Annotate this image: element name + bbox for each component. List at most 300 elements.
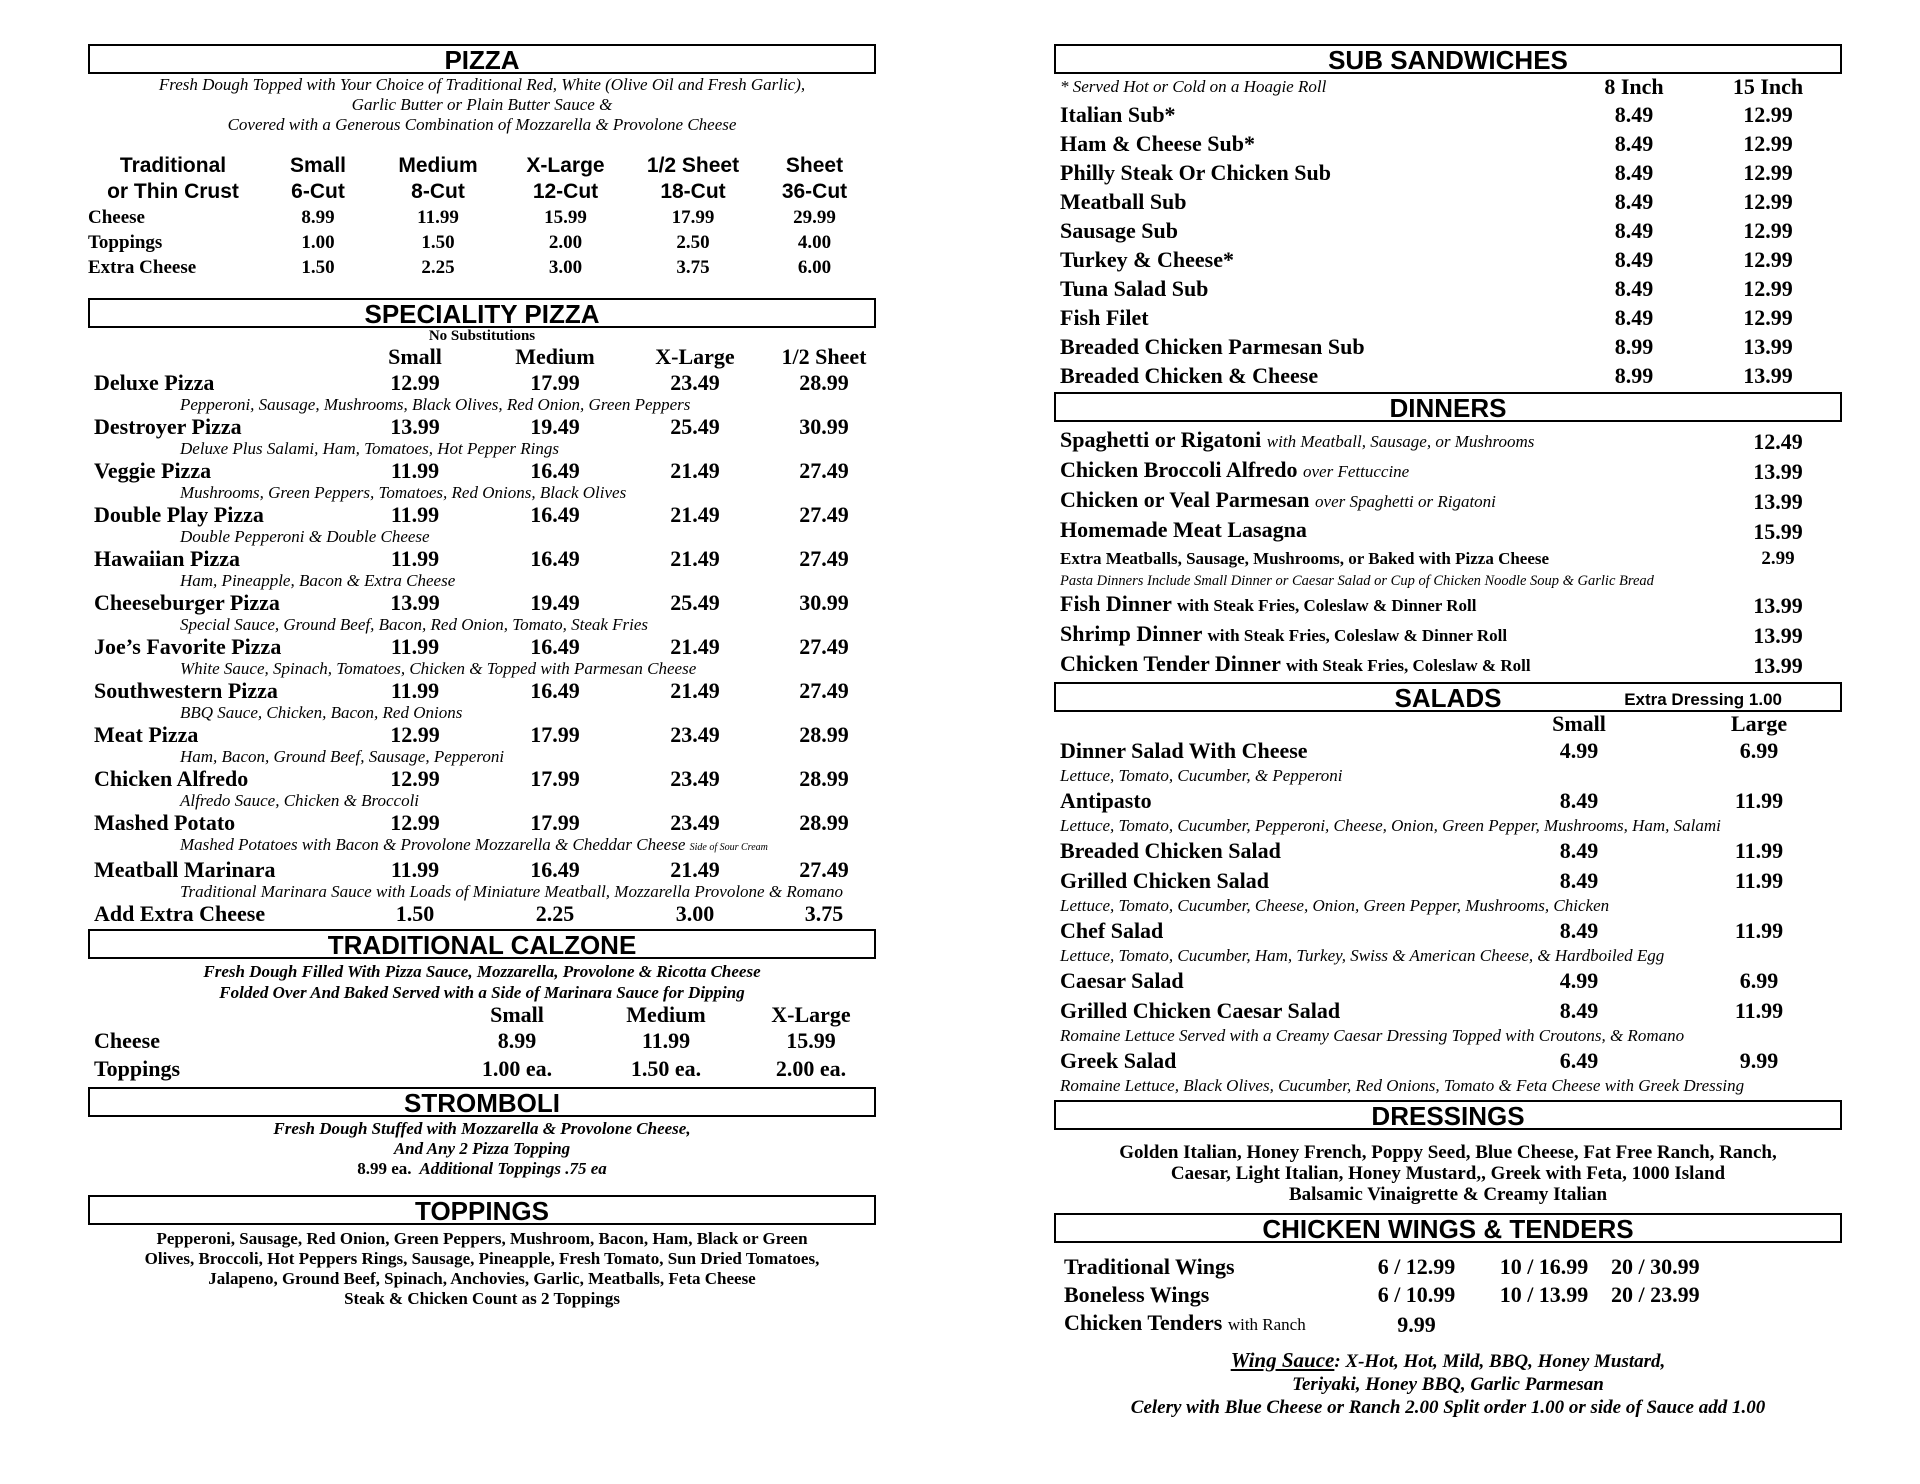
table-row xyxy=(88,590,888,615)
col-header: Traditional xyxy=(119,154,227,177)
pizza-description: Alfredo Sauce, Chicken & Broccoli xyxy=(180,791,420,810)
table-row xyxy=(1054,332,1842,361)
price: 12.99 xyxy=(1743,218,1793,243)
salad-description: Lettuce, Tomato, Cucumber, Cheese, Onion, Green Pepper, Mushrooms, Chicken xyxy=(1060,896,1610,915)
subs-title: SUB SANDWICHES xyxy=(1328,45,1568,75)
salads-table xyxy=(1054,712,1854,1096)
price: 12.99 xyxy=(1743,131,1793,156)
table-row xyxy=(88,678,888,703)
col-header: Small xyxy=(490,1002,544,1027)
price: 2.50 xyxy=(676,232,710,253)
stromboli-description xyxy=(88,1119,876,1179)
table-row xyxy=(1054,303,1842,332)
price: 3.00 xyxy=(548,257,583,278)
price: 2.25 xyxy=(535,901,575,926)
price: 28.99 xyxy=(799,370,849,395)
pizza-description: Double Pepperoni & Double Cheese xyxy=(180,527,430,546)
price: 6.49 xyxy=(1559,1048,1599,1073)
price: 2.25 xyxy=(421,257,455,278)
table-row xyxy=(1054,361,1842,390)
col-header: Large xyxy=(1730,711,1788,736)
price: 11.99 xyxy=(390,634,440,659)
toppings-line: Olives, Broccoli, Hot Peppers Rings, Sausage, Pineapple, Fresh Tomato, Sun Dried Tomatoes, xyxy=(144,1249,820,1268)
salad-name: Greek Salad xyxy=(1060,1048,1177,1073)
dinner-name: Fish Dinner xyxy=(1060,591,1172,616)
price: 13.99 xyxy=(1753,459,1803,484)
dinner-detail: with Meatball, Sausage, or Mushrooms xyxy=(1266,432,1535,451)
calzone-title: TRADITIONAL CALZONE xyxy=(327,930,637,960)
price: 16.49 xyxy=(530,458,580,483)
pizza-name: Destroyer Pizza xyxy=(94,414,242,439)
col-header: 12-Cut xyxy=(532,180,599,203)
calzone-desc-line: Fresh Dough Filled With Pizza Sauce, Mozzarella, Provolone & Ricotta Cheese xyxy=(203,962,761,981)
table-row xyxy=(88,483,888,502)
table-row xyxy=(1054,546,1842,572)
pizza-name: Meat Pizza xyxy=(94,722,199,747)
table-row xyxy=(1054,1309,1842,1339)
pizza-desc-cell xyxy=(88,615,888,634)
price: 8.99 xyxy=(1614,334,1654,359)
price: 1.50 ea. xyxy=(630,1056,702,1081)
price: 19.49 xyxy=(530,590,580,615)
subs-table xyxy=(1054,74,1842,390)
price: 27.49 xyxy=(799,634,849,659)
price: 8.49 xyxy=(1559,998,1599,1023)
pizza-desc-cell xyxy=(88,395,888,414)
price: 2.00 ea. xyxy=(775,1056,847,1081)
price: 12.99 xyxy=(1743,102,1793,127)
price: 8.49 xyxy=(1614,102,1654,127)
salad-name: Antipasto xyxy=(1060,788,1152,813)
table-row xyxy=(88,395,888,414)
price: 16.49 xyxy=(530,857,580,882)
col-header: Small xyxy=(1552,711,1606,736)
salad-description: Romaine Lettuce Served with a Creamy Caesar Dressing Topped with Croutons, & Romano xyxy=(1060,1026,1685,1045)
sub-name: Turkey & Cheese* xyxy=(1060,247,1234,272)
col-header: Sheet xyxy=(785,154,844,177)
salad-name: Caesar Salad xyxy=(1060,968,1184,993)
pizza-description: BBQ Sauce, Chicken, Bacon, Red Onions xyxy=(180,703,463,722)
price: 27.49 xyxy=(799,546,849,571)
price: 11.99 xyxy=(1734,788,1784,813)
col-header: 15 Inch xyxy=(1732,74,1804,99)
toppings-line: Pepperoni, Sausage, Red Onion, Green Peppers, Mushroom, Bacon, Ham, Black or Green xyxy=(156,1229,808,1248)
table-row xyxy=(1054,866,1854,896)
dinner-name: Chicken Broccoli Alfredo xyxy=(1060,457,1298,482)
col-header: or Thin Crust xyxy=(107,180,239,203)
pizza-desc-cell xyxy=(88,439,888,458)
price: 12.99 xyxy=(390,766,440,791)
dinner-item-cell xyxy=(1054,456,1714,486)
price: 23.49 xyxy=(670,810,720,835)
price: 20 / 23.99 xyxy=(1611,1282,1700,1307)
price: 13.99 xyxy=(1753,593,1803,618)
pizza-name: Veggie Pizza xyxy=(94,458,212,483)
item-name: Boneless Wings xyxy=(1064,1282,1210,1307)
price: 21.49 xyxy=(670,678,720,703)
price: 25.49 xyxy=(670,414,720,439)
table-row xyxy=(1054,816,1854,836)
speciality-table xyxy=(88,344,888,926)
row-label: Extra Cheese xyxy=(88,257,197,278)
price: 28.99 xyxy=(799,810,849,835)
wings-header xyxy=(1054,1213,1842,1243)
price: 6.00 xyxy=(797,257,832,278)
table-row xyxy=(1054,1253,1842,1281)
pizza-name: Southwestern Pizza xyxy=(94,678,278,703)
price: 20 / 30.99 xyxy=(1611,1254,1700,1279)
price: 11.99 xyxy=(390,546,440,571)
pizza-description: White Sauce, Spinach, Tomatoes, Chicken & Topped with Parmesan Cheese xyxy=(180,659,697,678)
price: 4.99 xyxy=(1559,968,1599,993)
salads-table-header xyxy=(1054,712,1854,736)
pasta-dinner-note: Pasta Dinners Include Small Dinner or Caesar Salad or Cup of Chicken Noodle Soup & Garlic Bread xyxy=(1060,573,1654,589)
price: 8.49 xyxy=(1559,868,1599,893)
table-row xyxy=(88,703,888,722)
price: 8.49 xyxy=(1614,276,1654,301)
table-row xyxy=(1054,274,1842,303)
table-row xyxy=(1054,946,1854,966)
price: 12.99 xyxy=(1743,160,1793,185)
table-row xyxy=(1054,620,1842,650)
table-row xyxy=(1054,916,1854,946)
dinner-item-cell xyxy=(1054,516,1714,546)
table-row xyxy=(88,205,876,230)
price: 8.99 xyxy=(497,1028,537,1053)
pizza-description: Mashed Potatoes with Bacon & Provolone Mozzarella & Cheddar Cheese xyxy=(180,835,686,854)
price: 8.49 xyxy=(1614,131,1654,156)
table-row xyxy=(1054,766,1854,786)
price: 9.99 xyxy=(1397,1312,1436,1337)
toppings-line: Steak & Chicken Count as 2 Toppings xyxy=(344,1289,620,1308)
dressings-list xyxy=(1054,1142,1842,1205)
table-row xyxy=(88,659,888,678)
price: 21.49 xyxy=(670,458,720,483)
pizza-name: Meatball Marinara xyxy=(94,857,276,882)
sub-name: Philly Steak Or Chicken Sub xyxy=(1060,160,1331,185)
pizza-description: Mushrooms, Green Peppers, Tomatoes, Red Onions, Black Olives xyxy=(180,483,627,502)
table-row xyxy=(88,1027,876,1055)
price: 17.99 xyxy=(530,370,580,395)
price: 4.99 xyxy=(1559,738,1599,763)
price: 8.49 xyxy=(1614,218,1654,243)
item-detail: with Ranch xyxy=(1227,1315,1306,1334)
price: 13.99 xyxy=(1743,334,1793,359)
price: 8.49 xyxy=(1559,918,1599,943)
price: 16.49 xyxy=(530,502,580,527)
stromboli-additional: Additional Toppings .75 ea xyxy=(419,1159,607,1178)
price: 21.49 xyxy=(670,502,720,527)
price: 17.99 xyxy=(530,810,580,835)
table-row xyxy=(1054,786,1854,816)
table-row xyxy=(1054,245,1842,274)
pizza-name: Chicken Alfredo xyxy=(94,766,249,791)
speciality-header xyxy=(88,298,876,328)
pizza-price-table xyxy=(88,153,876,280)
pizza-description xyxy=(88,75,876,135)
pizza-desc-line: Garlic Butter or Plain Butter Sauce & xyxy=(351,95,613,114)
col-header: 1/2 Sheet xyxy=(646,154,740,177)
price: 1.00 ea. xyxy=(481,1056,553,1081)
price: 6.99 xyxy=(1739,738,1779,763)
wings-table xyxy=(1054,1253,1842,1339)
price: 28.99 xyxy=(799,766,849,791)
subs-note: * Served Hot or Cold on a Hoagie Roll xyxy=(1060,77,1327,96)
salad-description: Lettuce, Tomato, Cucumber, Ham, Turkey, Swiss & American Cheese, & Hardboiled Egg xyxy=(1060,946,1665,965)
price: 27.49 xyxy=(799,857,849,882)
price: 11.99 xyxy=(1734,918,1784,943)
col-header: 8-Cut xyxy=(411,180,465,203)
price: 12.99 xyxy=(1743,247,1793,272)
dinner-name: Chicken or Veal Parmesan xyxy=(1060,487,1310,512)
price: 21.49 xyxy=(670,634,720,659)
wings-item-name xyxy=(1054,1309,1354,1339)
price: 11.99 xyxy=(417,207,459,228)
col-header: Small xyxy=(388,344,442,369)
salad-name: Grilled Chicken Salad xyxy=(1060,868,1270,893)
price: 12.99 xyxy=(1743,276,1793,301)
table-row xyxy=(88,1055,876,1083)
price: 17.99 xyxy=(671,207,715,228)
price: 12.99 xyxy=(1743,305,1793,330)
pizza-desc-cell xyxy=(88,571,888,590)
pizza-desc-cell xyxy=(88,791,888,810)
no-substitutions-note: No Substitutions xyxy=(428,328,536,344)
pizza-description: Deluxe Plus Salami, Ham, Tomatoes, Hot Pepper Rings xyxy=(180,439,560,458)
table-row xyxy=(88,527,888,546)
dinners-title: DINNERS xyxy=(1389,393,1507,423)
table-row xyxy=(88,571,888,590)
price: 10 / 16.99 xyxy=(1499,1254,1589,1279)
table-row xyxy=(88,901,888,926)
pizza-desc-cell xyxy=(88,527,888,546)
price: 6 / 12.99 xyxy=(1377,1254,1456,1279)
dinner-name: Homemade Meat Lasagna xyxy=(1060,517,1307,542)
price: 17.99 xyxy=(530,766,580,791)
price: 8.49 xyxy=(1614,160,1654,185)
table-row xyxy=(1054,1076,1854,1096)
calzone-header xyxy=(88,929,876,959)
calzone-desc-line: Folded Over And Baked Served with a Side of Marinara Sauce for Dipping xyxy=(219,983,745,1002)
price: 1.00 xyxy=(301,232,335,253)
pizza-description-note: Side of Sour Cream xyxy=(689,842,768,853)
dinners-header xyxy=(1054,392,1842,422)
left-column xyxy=(88,44,876,1309)
table-row xyxy=(1054,129,1842,158)
price: 3.75 xyxy=(804,901,844,926)
calzone-description xyxy=(88,961,876,1003)
price: 6.99 xyxy=(1739,968,1779,993)
stromboli-header xyxy=(88,1087,876,1117)
pizza-desc-cell xyxy=(88,747,888,766)
sub-name: Breaded Chicken & Cheese xyxy=(1060,363,1319,388)
price: 10 / 13.99 xyxy=(1499,1282,1589,1307)
dressings-line: Caesar, Light Italian, Honey Mustard,, Greek with Feta, 1000 Island xyxy=(1170,1163,1726,1184)
col-header: Medium xyxy=(626,1002,706,1027)
table-row xyxy=(1054,516,1842,546)
dinner-extras: Extra Meatballs, Sausage, Mushrooms, or Baked with Pizza Cheese xyxy=(1060,549,1550,568)
price: 9.99 xyxy=(1739,1048,1779,1073)
price: 11.99 xyxy=(1734,838,1784,863)
pizza-desc-cell xyxy=(88,835,888,857)
salads-title: SALADS xyxy=(1394,683,1502,713)
dressings-line: Balsamic Vinaigrette & Creamy Italian xyxy=(1288,1184,1608,1205)
price: 13.99 xyxy=(1753,653,1803,678)
price: 8.99 xyxy=(301,207,335,228)
price: 23.49 xyxy=(670,766,720,791)
table-row xyxy=(88,414,888,439)
pizza-desc-line: Covered with a Generous Combination of Mozzarella & Provolone Cheese xyxy=(227,115,737,134)
price: 12.99 xyxy=(1743,189,1793,214)
col-header: X-Large xyxy=(526,154,605,177)
table-row xyxy=(1054,456,1842,486)
pizza-name: Cheeseburger Pizza xyxy=(94,590,280,615)
dinner-item-cell xyxy=(1054,620,1714,650)
price: 12.99 xyxy=(390,370,440,395)
wings-item-name xyxy=(1054,1253,1354,1281)
row-label: Toppings xyxy=(88,232,163,253)
table-row xyxy=(88,634,888,659)
price: 15.99 xyxy=(1753,519,1803,544)
price: 8.49 xyxy=(1559,788,1599,813)
wings-title: CHICKEN WINGS & TENDERS xyxy=(1262,1214,1634,1244)
item-name: Chicken Tenders xyxy=(1064,1310,1223,1335)
sub-name: Tuna Salad Sub xyxy=(1060,276,1209,301)
dinner-detail: with Steak Fries, Coleslaw & Dinner Roll xyxy=(1176,596,1477,615)
price: 17.99 xyxy=(530,722,580,747)
table-row xyxy=(88,882,888,901)
price: 13.99 xyxy=(390,590,440,615)
col-header: 6-Cut xyxy=(291,180,345,203)
price: 25.49 xyxy=(670,590,720,615)
col-header: 18-Cut xyxy=(660,180,726,203)
table-row xyxy=(88,439,888,458)
col-header: X-Large xyxy=(655,344,735,369)
price: 8.49 xyxy=(1614,189,1654,214)
table-row xyxy=(88,791,888,810)
dinner-item-cell xyxy=(1054,426,1714,456)
table-row xyxy=(88,810,888,835)
price: 11.99 xyxy=(641,1028,691,1053)
price: 11.99 xyxy=(390,678,440,703)
salad-name: Chef Salad xyxy=(1060,918,1164,943)
price: 30.99 xyxy=(799,414,849,439)
stromboli-desc-line: Fresh Dough Stuffed with Mozzarella & Provolone Cheese, xyxy=(273,1119,691,1138)
wings-item-name xyxy=(1054,1281,1354,1309)
dinner-detail: with Steak Fries, Coleslaw & Dinner Roll xyxy=(1207,626,1508,645)
salad-description: Lettuce, Tomato, Cucumber, Pepperoni, Cheese, Onion, Green Pepper, Mushrooms, Ham, Salami xyxy=(1060,816,1721,835)
right-column xyxy=(1054,44,1842,1419)
pizza-name: Deluxe Pizza xyxy=(94,370,215,395)
table-row xyxy=(88,370,888,395)
price: 27.49 xyxy=(799,502,849,527)
table-row xyxy=(1054,896,1854,916)
pizza-description: Special Sauce, Ground Beef, Bacon, Red Onion, Tomato, Steak Fries xyxy=(180,615,649,634)
sub-name: Ham & Cheese Sub* xyxy=(1060,131,1255,156)
row-label: Cheese xyxy=(94,1028,160,1053)
dinner-name: Chicken Tender Dinner xyxy=(1060,651,1281,676)
table-row xyxy=(88,835,888,857)
table-row xyxy=(88,615,888,634)
price: 3.75 xyxy=(676,257,710,278)
dinner-detail: over Fettuccine xyxy=(1303,462,1410,481)
subs-table-header xyxy=(1054,74,1842,100)
pizza-name: Mashed Potato xyxy=(94,810,236,835)
price: 11.99 xyxy=(1734,868,1784,893)
item-name: Traditional Wings xyxy=(1064,1254,1235,1279)
pizza-description: Traditional Marinara Sauce with Loads of Miniature Meatball, Mozzarella Provolone & Romano xyxy=(180,882,843,901)
calzone-table xyxy=(88,1003,876,1083)
price: 4.00 xyxy=(797,232,832,253)
price: 2.00 xyxy=(548,232,583,253)
col-header: Medium xyxy=(398,154,478,177)
dinner-item-cell xyxy=(1054,590,1714,620)
table-row xyxy=(88,255,876,280)
sub-name: Italian Sub* xyxy=(1060,102,1176,127)
price: 27.49 xyxy=(799,678,849,703)
col-header: 36-Cut xyxy=(781,180,848,203)
salad-name: Dinner Salad With Cheese xyxy=(1060,738,1308,763)
dressings-title: DRESSINGS xyxy=(1371,1101,1525,1131)
stromboli-title: STROMBOLI xyxy=(404,1088,560,1118)
table-row xyxy=(1054,100,1842,129)
toppings-list xyxy=(88,1229,876,1309)
pizza-desc-cell xyxy=(88,659,888,678)
wing-sauce-label: Wing Sauce xyxy=(1230,1348,1335,1372)
price: 12.99 xyxy=(390,810,440,835)
pizza-name: Hawaiian Pizza xyxy=(94,546,241,571)
table-row xyxy=(88,766,888,791)
speciality-table-header xyxy=(88,344,888,370)
wing-sauce-list: Teriyaki, Honey BBQ, Garlic Parmesan xyxy=(1292,1374,1604,1395)
col-header: Small xyxy=(289,154,347,177)
celery-note: Celery with Blue Cheese or Ranch 2.00 Split order 1.00 or side of Sauce add 1.00 xyxy=(1130,1397,1766,1418)
table-row xyxy=(1054,158,1842,187)
dinner-item-cell xyxy=(1054,650,1714,680)
price: 12.49 xyxy=(1753,429,1803,454)
table-row xyxy=(1054,1046,1854,1076)
table-row xyxy=(1054,966,1854,996)
salad-name: Breaded Chicken Salad xyxy=(1060,838,1281,863)
toppings-title: TOPPINGS xyxy=(415,1196,549,1226)
pizza-desc-cell xyxy=(88,882,888,901)
table-row xyxy=(1054,1281,1842,1309)
table-row xyxy=(1054,486,1842,516)
table-row xyxy=(1054,590,1842,620)
salad-description: Romaine Lettuce, Black Olives, Cucumber, Red Onions, Tomato & Feta Cheese with Greek Dressing xyxy=(1060,1076,1745,1095)
pizza-description: Pepperoni, Sausage, Mushrooms, Black Olives, Red Onion, Green Peppers xyxy=(180,395,691,414)
subs-header xyxy=(1054,44,1842,74)
price: 1.50 xyxy=(301,257,335,278)
price: 19.49 xyxy=(530,414,580,439)
price: 11.99 xyxy=(390,458,440,483)
pizza-desc-line: Fresh Dough Topped with Your Choice of Traditional Red, White (Olive Oil and Fresh Garlic), xyxy=(158,75,806,94)
price: 13.99 xyxy=(390,414,440,439)
table-row xyxy=(1054,996,1854,1026)
col-header: 1/2 Sheet xyxy=(781,344,867,369)
table-row xyxy=(88,230,876,255)
price: 23.49 xyxy=(670,722,720,747)
price: 8.99 xyxy=(1614,363,1654,388)
dinner-name: Shrimp Dinner xyxy=(1060,621,1203,646)
table-row xyxy=(88,546,888,571)
price: 11.99 xyxy=(1734,998,1784,1023)
price: 2.99 xyxy=(1761,548,1795,569)
pizza-name: Add Extra Cheese xyxy=(94,901,266,926)
price: 21.49 xyxy=(670,857,720,882)
price: 11.99 xyxy=(390,502,440,527)
wing-sauce-list: : X-Hot, Hot, Mild, BBQ, Honey Mustard, xyxy=(1334,1351,1666,1372)
